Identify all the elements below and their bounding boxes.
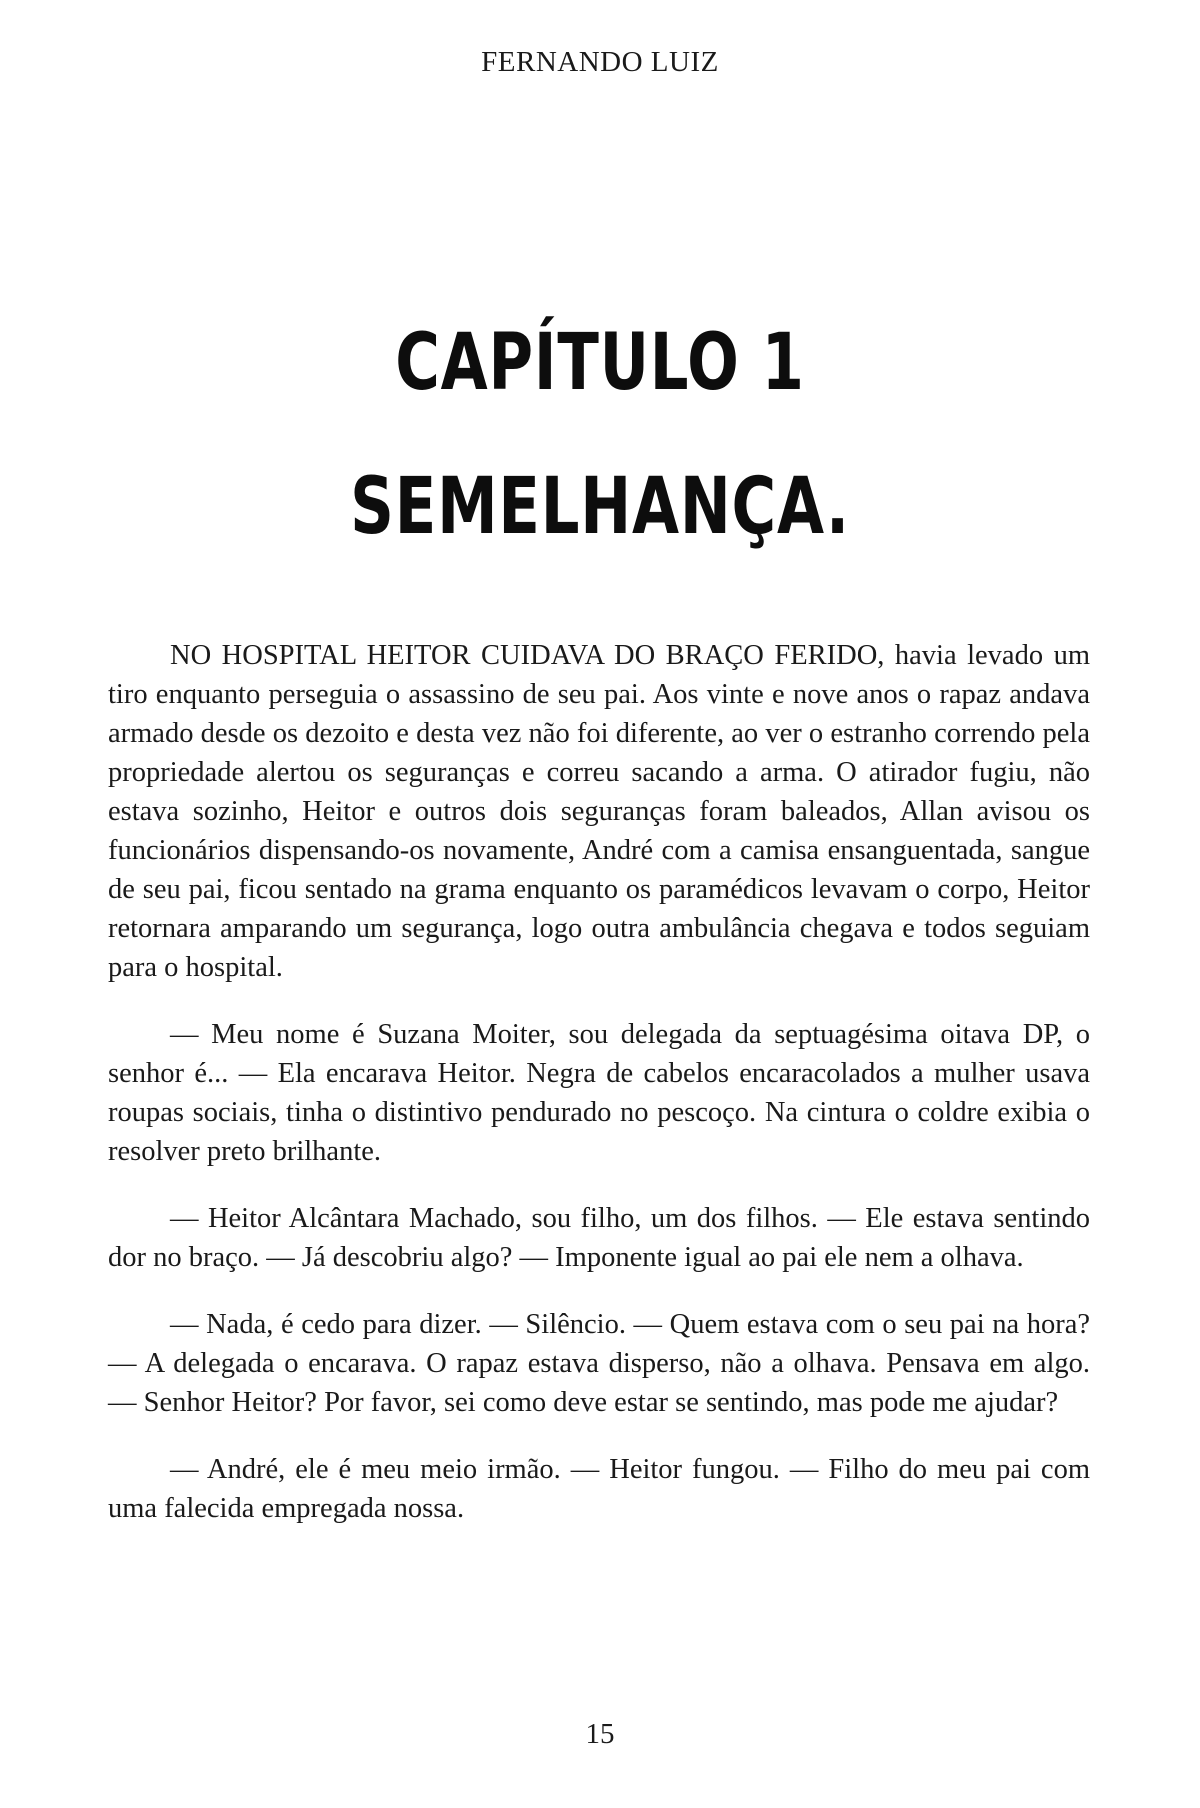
paragraph: — Meu nome é Suzana Moiter, sou delegada da septuagésima oitava DP, o senhor é... — Ela encarava Heitor. Negra de cabelos encaracolados a mulher usava roupas sociais, tinha o distintivo pendurado no pescoço. Na cintura o coldre exibia o resolver preto brilhante. [108,1019,1090,1167]
page-number: 15 [585,1718,615,1750]
chapter-title: SEMELHANÇA. [350,462,850,552]
paragraph: — Heitor Alcântara Machado, sou filho, um dos filhos. — Ele estava sentindo dor no braço. — Já descobriu algo? — Imponente igual ao pai ele nem a olhava. [108,1203,1090,1273]
running-header-author: FERNANDO LUIZ [481,46,719,78]
paragraph: NO HOSPITAL HEITOR CUIDAVA DO BRAÇO FERIDO, havia levado um tiro enquanto perseguia o assassino de seu pai. Aos vinte e nove anos o rapaz andava armado desde os dezoito e desta vez não foi diferente, ao ver o estranho correndo pela propriedade alertou os seguranças e correu sacando a arma. O atirador fugiu, não estava sozinho, Heitor e outros dois seguranças foram baleados, Allan avisou os funcionários dispensando-os novamente, André com a camisa ensanguentada, sangue de seu pai, ficou sentado na grama enquanto os paramédicos levavam o corpo, Heitor retornara amparando um segurança, logo outra ambulância chegava e todos seguiam para o hospital. [108,640,1090,983]
paragraph: — Nada, é cedo para dizer. — Silêncio. — Quem estava com o seu pai na hora? — A delegada o encarava. O rapaz estava disperso, não a olhava. Pensava em algo. — Senhor Heitor? Por favor, sei como deve estar se sentindo, mas pode me ajudar? [108,1309,1090,1418]
chapter-body [108,636,1090,1556]
chapter-number: CAPÍTULO 1 [395,318,805,408]
paragraph: — André, ele é meu meio irmão. — Heitor fungou. — Filho do meu pai com uma falecida empregada nossa. [108,1454,1090,1524]
